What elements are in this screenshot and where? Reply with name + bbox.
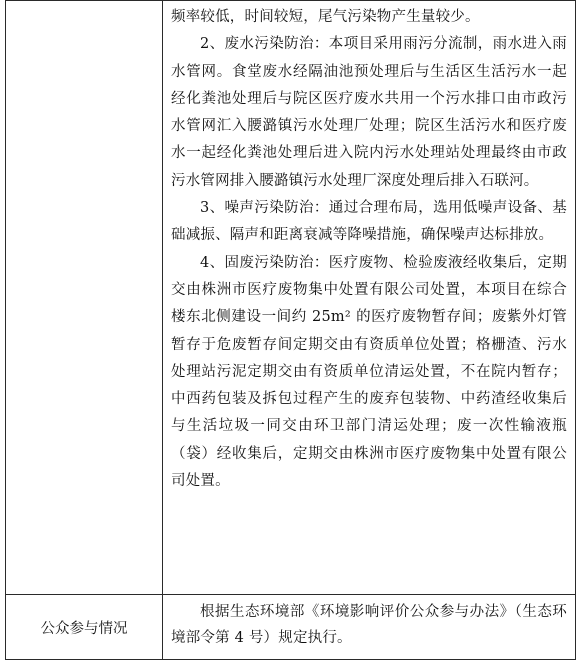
paragraph-exhaust-tail: 频率较低，时间较短，尾气污染物产生量较少。 [171,9,480,25]
paragraph-noise: 3、噪声污染防治：通过合理布局，选用低噪声设备、基础减振、隔声和距离衰减等降噪措施，确保噪声达标排放。 [171,200,567,244]
label-cell-empty [6,1,163,595]
paragraph-solid-waste: 4、固废污染防治：医疗废物、检验废液经收集后，定期交由株洲市医疗废物集中处置有限公司处置，本项目在综合楼东北侧建设一间约 25m² 的医疗废物暂存间；废紫外灯管暂存于危废暂存间定期交由有资质单位处置；格栅渣、污水处理站污泥定期交由有资质单位清运处置，不在院内暂存；中西药包装及拆包过程产生的废弃包装物、中药渣经收集后与生活垃圾一同交由环卫部门清运处理；废一次性输液瓶（袋）经收集后，定期交由株洲市医疗废物集中处置有限公司处置。 [171,254,567,490]
label-public-participation: 公众参与情况 [6,595,163,660]
table-row-public-participation [6,595,576,660]
paragraph-public-participation: 根据生态环境部《环境影响评价公众参与办法》（生态环境部令第 4 号）规定执行。 [171,604,567,646]
content-public-participation [163,595,576,660]
document-table [5,0,576,660]
table-row-measures [6,1,576,595]
content-cell-measures [163,1,576,595]
paragraph-wastewater: 2、废水污染防治：本项目采用雨污分流制，雨水进入雨水管网。食堂废水经隔油池预处理后与生活区生活污水一起经化粪池处理后与院区医疗废水共用一个污水排口由市政污水管网汇入腰潞镇污水处理厂处理；院区生活污水和医疗废水一起经化粪池处理后进入院内污水处理站处理最终由市政污水管网排入腰潞镇污水处理厂深度处理后排入石联河。 [171,36,567,189]
